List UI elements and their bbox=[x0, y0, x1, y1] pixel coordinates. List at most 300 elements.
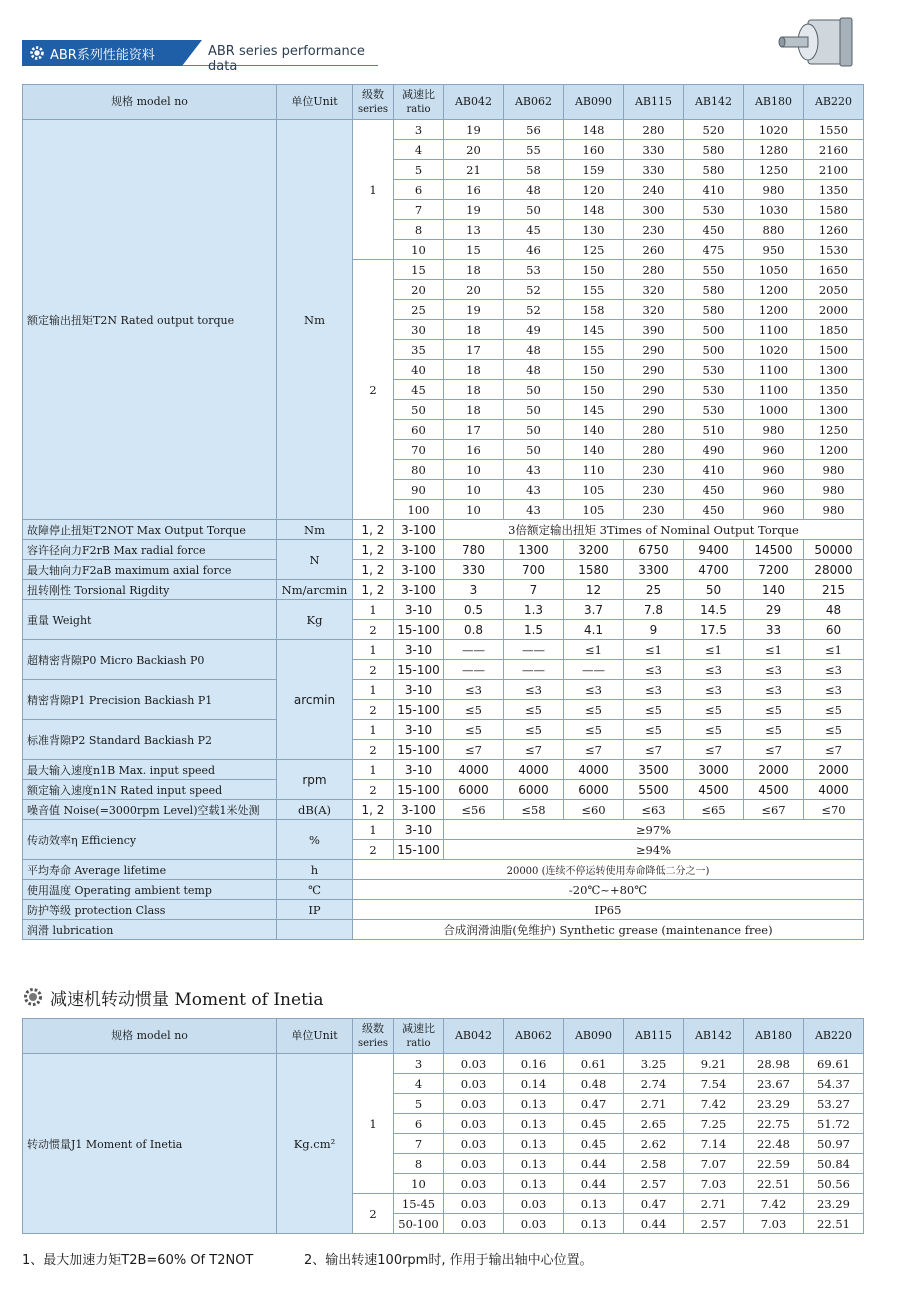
value-cell: 105 bbox=[564, 500, 624, 520]
axial-label: 最大轴向力F2aB maximum axial force bbox=[23, 560, 277, 580]
value-cell: 155 bbox=[564, 340, 624, 360]
value-cell: 4.1 bbox=[564, 620, 624, 640]
value-cell: 1020 bbox=[744, 340, 804, 360]
value-cell: 150 bbox=[564, 360, 624, 380]
value-cell: 14.5 bbox=[684, 600, 744, 620]
value-cell: ≤3 bbox=[684, 660, 744, 680]
header-en-title: ABR series performance data bbox=[208, 44, 365, 74]
value-cell: 18 bbox=[444, 260, 504, 280]
lifetime-value: 20000 (连续不停运转使用寿命降低二分之一) bbox=[353, 860, 864, 880]
value-cell: 145 bbox=[564, 400, 624, 420]
value-cell: 520 bbox=[684, 120, 744, 140]
value-cell: 700 bbox=[504, 560, 564, 580]
ratio-cell: 7 bbox=[394, 1134, 444, 1154]
value-cell: 1350 bbox=[804, 380, 864, 400]
value-cell: ≤5 bbox=[624, 720, 684, 740]
value-cell: 159 bbox=[564, 160, 624, 180]
value-cell: 2.65 bbox=[624, 1114, 684, 1134]
value-cell: 145 bbox=[564, 320, 624, 340]
ratio-cell: 3-100 bbox=[394, 560, 444, 580]
lifetime-label: 平均寿命 Average lifetime bbox=[23, 860, 277, 880]
value-cell: 1050 bbox=[744, 260, 804, 280]
ratio-cell: 6 bbox=[394, 180, 444, 200]
value-cell: 3200 bbox=[564, 540, 624, 560]
value-cell: 3.25 bbox=[624, 1054, 684, 1074]
value-cell: 215 bbox=[804, 580, 864, 600]
series-cell: 2 bbox=[353, 740, 394, 760]
emergency-label: 故障停止扭矩T2NOT Max Output Torque bbox=[23, 520, 277, 540]
ratio-cell: 4 bbox=[394, 1074, 444, 1094]
ratio-cell: 3-10 bbox=[394, 760, 444, 780]
value-cell: 19 bbox=[444, 300, 504, 320]
backlash-label: 超精密背隙P0 Micro Backiash P0 bbox=[23, 640, 277, 680]
torque-label: 额定输出扭矩T2N Rated output torque bbox=[23, 120, 277, 520]
ratio-cell: 15-100 bbox=[394, 740, 444, 760]
value-cell: 43 bbox=[504, 500, 564, 520]
header-unit: 单位Unit bbox=[277, 1019, 353, 1054]
value-cell: 1260 bbox=[804, 220, 864, 240]
ratio-cell: 3-100 bbox=[394, 540, 444, 560]
value-cell: 3300 bbox=[624, 560, 684, 580]
protection-row bbox=[23, 900, 864, 920]
axial-row bbox=[23, 560, 864, 580]
value-cell: ≤5 bbox=[744, 720, 804, 740]
value-cell: 0.14 bbox=[504, 1074, 564, 1094]
weight-label: 重量 Weight bbox=[23, 600, 277, 640]
value-cell: 1500 bbox=[804, 340, 864, 360]
value-cell: 7.03 bbox=[744, 1214, 804, 1234]
ratio-cell: 10 bbox=[394, 240, 444, 260]
ratio-cell: 20 bbox=[394, 280, 444, 300]
inertia-row bbox=[23, 1054, 864, 1074]
value-cell: 7.03 bbox=[684, 1174, 744, 1194]
series-cell: 1 bbox=[353, 640, 394, 660]
ratio-cell: 30 bbox=[394, 320, 444, 340]
inertia-label: 转动惯量J1 Moment of Inetia bbox=[23, 1054, 277, 1234]
value-cell: 0.13 bbox=[504, 1154, 564, 1174]
ratio-cell: 3-10 bbox=[394, 600, 444, 620]
torque-unit: Nm bbox=[277, 120, 353, 520]
value-cell: 50.97 bbox=[804, 1134, 864, 1154]
ratio-cell: 15-100 bbox=[394, 620, 444, 640]
value-cell: 530 bbox=[684, 360, 744, 380]
value-cell: 7.07 bbox=[684, 1154, 744, 1174]
value-cell: 52 bbox=[504, 280, 564, 300]
header-model-ab142: AB142 bbox=[684, 1019, 744, 1054]
value-cell: 0.13 bbox=[504, 1134, 564, 1154]
value-cell: 1300 bbox=[504, 540, 564, 560]
value-cell: 290 bbox=[624, 340, 684, 360]
value-cell: 390 bbox=[624, 320, 684, 340]
ratio-cell: 35 bbox=[394, 340, 444, 360]
speed-label: 额定输入速度n1N Rated input speed bbox=[23, 780, 277, 800]
value-cell: 1.5 bbox=[504, 620, 564, 640]
lubrication-row bbox=[23, 920, 864, 940]
value-cell: 23.67 bbox=[744, 1074, 804, 1094]
value-cell: 7200 bbox=[744, 560, 804, 580]
value-cell: 1200 bbox=[744, 300, 804, 320]
value-cell: 0.47 bbox=[564, 1094, 624, 1114]
value-cell: 1250 bbox=[744, 160, 804, 180]
value-cell: 58 bbox=[504, 160, 564, 180]
temp-label: 使用温度 Operating ambient temp bbox=[23, 880, 277, 900]
value-cell: 4500 bbox=[684, 780, 744, 800]
value-cell: 50000 bbox=[804, 540, 864, 560]
value-cell: 290 bbox=[624, 400, 684, 420]
header-model-ab090: AB090 bbox=[564, 85, 624, 120]
rigidity-label: 扭转刚性 Torsional Rigdity bbox=[23, 580, 277, 600]
value-cell: 10 bbox=[444, 460, 504, 480]
footnotes bbox=[22, 1247, 882, 1271]
ratio-cell: 100 bbox=[394, 500, 444, 520]
value-cell: ≤5 bbox=[564, 720, 624, 740]
footnote-1: 1、最大加速力矩T2B=60% Of T2NOT bbox=[22, 1253, 254, 1268]
lubrication-value: 合成润滑油脂(免维护) Synthetic grease (maintenance free) bbox=[353, 920, 864, 940]
value-cell: ≤3 bbox=[504, 680, 564, 700]
ratio-cell: 15-100 bbox=[394, 840, 444, 860]
header-cn-title: ABR系列性能资料 bbox=[50, 47, 155, 63]
value-cell: 1550 bbox=[804, 120, 864, 140]
value-cell: ≤65 bbox=[684, 800, 744, 820]
inertia-table bbox=[22, 1018, 864, 1234]
value-cell: 14500 bbox=[744, 540, 804, 560]
radial-label: 容许径向力F2rB Max radial force bbox=[23, 540, 277, 560]
value-cell: 0.03 bbox=[444, 1214, 504, 1234]
value-cell: 2.57 bbox=[684, 1214, 744, 1234]
value-cell: 10 bbox=[444, 500, 504, 520]
header-model-ab180: AB180 bbox=[744, 1019, 804, 1054]
value-cell: 980 bbox=[804, 480, 864, 500]
value-cell: 110 bbox=[564, 460, 624, 480]
value-cell: 960 bbox=[744, 440, 804, 460]
value-cell: ≤3 bbox=[624, 680, 684, 700]
value-cell: 960 bbox=[744, 500, 804, 520]
value-cell: 19 bbox=[444, 200, 504, 220]
value-cell: 880 bbox=[744, 220, 804, 240]
value-cell: 550 bbox=[684, 260, 744, 280]
ratio-cell: 3-100 bbox=[394, 800, 444, 820]
value-cell: ≤5 bbox=[564, 700, 624, 720]
value-cell: 780 bbox=[444, 540, 504, 560]
value-cell: 3500 bbox=[624, 760, 684, 780]
value-cell: 9 bbox=[624, 620, 684, 640]
value-cell: ≤3 bbox=[624, 660, 684, 680]
ratio-cell: 10 bbox=[394, 1174, 444, 1194]
value-cell: 0.13 bbox=[564, 1214, 624, 1234]
value-cell: 48 bbox=[504, 180, 564, 200]
value-cell: 0.03 bbox=[504, 1214, 564, 1234]
value-cell: 2100 bbox=[804, 160, 864, 180]
value-cell: 1100 bbox=[744, 360, 804, 380]
noise-label: 噪音值 Noise(=3000rpm Level)空载1米处测 bbox=[23, 800, 277, 820]
value-cell: 69.61 bbox=[804, 1054, 864, 1074]
ratio-cell: 3-10 bbox=[394, 820, 444, 840]
emergency-unit: Nm bbox=[277, 520, 353, 540]
value-cell: ≤1 bbox=[684, 640, 744, 660]
value-cell: 21 bbox=[444, 160, 504, 180]
value-cell: ≤3 bbox=[564, 680, 624, 700]
value-cell: 320 bbox=[624, 280, 684, 300]
value-cell: 50.84 bbox=[804, 1154, 864, 1174]
value-cell: 475 bbox=[684, 240, 744, 260]
value-cell: 9400 bbox=[684, 540, 744, 560]
ratio-cell: 5 bbox=[394, 1094, 444, 1114]
value-cell: 6000 bbox=[444, 780, 504, 800]
value-cell: 10 bbox=[444, 480, 504, 500]
value-cell: 7.25 bbox=[684, 1114, 744, 1134]
value-cell: 50 bbox=[504, 200, 564, 220]
value-cell: 48 bbox=[504, 360, 564, 380]
value-cell: 16 bbox=[444, 180, 504, 200]
value-cell: 18 bbox=[444, 380, 504, 400]
series-cell: 1, 2 bbox=[353, 520, 394, 540]
header-model-ab115: AB115 bbox=[624, 1019, 684, 1054]
value-cell: 0.8 bbox=[444, 620, 504, 640]
value-cell: 150 bbox=[564, 260, 624, 280]
value-cell: 56 bbox=[504, 120, 564, 140]
value-cell: 1200 bbox=[804, 440, 864, 460]
header-series: 级数 series bbox=[353, 1019, 394, 1054]
series-cell: 1, 2 bbox=[353, 540, 394, 560]
value-cell: 2.71 bbox=[684, 1194, 744, 1214]
value-cell: 4700 bbox=[684, 560, 744, 580]
efficiency-value: ≥94% bbox=[444, 840, 864, 860]
value-cell: 0.03 bbox=[444, 1154, 504, 1174]
value-cell: 49 bbox=[504, 320, 564, 340]
value-cell: 530 bbox=[684, 380, 744, 400]
value-cell: ≤5 bbox=[804, 720, 864, 740]
weight-row bbox=[23, 600, 864, 620]
value-cell: 510 bbox=[684, 420, 744, 440]
value-cell: 580 bbox=[684, 280, 744, 300]
value-cell: 0.03 bbox=[444, 1054, 504, 1074]
performance-table bbox=[22, 84, 864, 940]
value-cell: 0.13 bbox=[564, 1194, 624, 1214]
value-cell: 530 bbox=[684, 400, 744, 420]
value-cell: 0.13 bbox=[504, 1094, 564, 1114]
header-model-ab062: AB062 bbox=[504, 1019, 564, 1054]
value-cell: ≤7 bbox=[504, 740, 564, 760]
value-cell: 4000 bbox=[444, 760, 504, 780]
value-cell: ≤7 bbox=[564, 740, 624, 760]
value-cell: ≤70 bbox=[804, 800, 864, 820]
value-cell: —— bbox=[444, 660, 504, 680]
value-cell: 500 bbox=[684, 340, 744, 360]
section2-title-text: 减速机转动惯量 Moment of Inetia bbox=[50, 989, 324, 1010]
value-cell: 18 bbox=[444, 360, 504, 380]
series-cell: 1 bbox=[353, 120, 394, 260]
value-cell: 140 bbox=[564, 420, 624, 440]
value-cell: 48 bbox=[504, 340, 564, 360]
header-model: 规格 model no bbox=[23, 85, 277, 120]
value-cell: ≤1 bbox=[804, 640, 864, 660]
value-cell: ≤5 bbox=[804, 700, 864, 720]
ratio-cell: 50-100 bbox=[394, 1214, 444, 1234]
value-cell: 2050 bbox=[804, 280, 864, 300]
header-model-ab220: AB220 bbox=[804, 1019, 864, 1054]
value-cell: 320 bbox=[624, 300, 684, 320]
value-cell: 22.51 bbox=[744, 1174, 804, 1194]
value-cell: ≤3 bbox=[804, 660, 864, 680]
series-cell: 1, 2 bbox=[353, 580, 394, 600]
value-cell: 148 bbox=[564, 120, 624, 140]
efficiency-unit: % bbox=[277, 820, 353, 860]
ratio-cell: 7 bbox=[394, 200, 444, 220]
value-cell: 1580 bbox=[804, 200, 864, 220]
lifetime-row bbox=[23, 860, 864, 880]
value-cell: 280 bbox=[624, 120, 684, 140]
value-cell: ≤5 bbox=[744, 700, 804, 720]
value-cell: 3000 bbox=[684, 760, 744, 780]
value-cell: 0.13 bbox=[504, 1114, 564, 1134]
noise-unit: dB(A) bbox=[277, 800, 353, 820]
value-cell: 0.03 bbox=[444, 1074, 504, 1094]
header-model-ab062: AB062 bbox=[504, 85, 564, 120]
value-cell: 490 bbox=[684, 440, 744, 460]
value-cell: 53.27 bbox=[804, 1094, 864, 1114]
value-cell: 2.74 bbox=[624, 1074, 684, 1094]
value-cell: 0.45 bbox=[564, 1114, 624, 1134]
value-cell: 0.48 bbox=[564, 1074, 624, 1094]
value-cell: 22.51 bbox=[804, 1214, 864, 1234]
header-ratio: 减速比 ratio bbox=[394, 1019, 444, 1054]
value-cell: 48 bbox=[804, 600, 864, 620]
header-model-ab042: AB042 bbox=[444, 1019, 504, 1054]
value-cell: 290 bbox=[624, 360, 684, 380]
value-cell: 18 bbox=[444, 400, 504, 420]
series-cell: 1 bbox=[353, 820, 394, 840]
header-model-ab090: AB090 bbox=[564, 1019, 624, 1054]
value-cell: ≤60 bbox=[564, 800, 624, 820]
value-cell: 6750 bbox=[624, 540, 684, 560]
value-cell: 0.03 bbox=[444, 1094, 504, 1114]
value-cell: 7.54 bbox=[684, 1074, 744, 1094]
header-row bbox=[23, 1019, 864, 1054]
value-cell: 230 bbox=[624, 500, 684, 520]
value-cell: ≤1 bbox=[624, 640, 684, 660]
backlash-label: 精密背隙P1 Precision Backiash P1 bbox=[23, 680, 277, 720]
ratio-cell: 8 bbox=[394, 1154, 444, 1174]
value-cell: 980 bbox=[744, 420, 804, 440]
value-cell: 300 bbox=[624, 200, 684, 220]
header-model-ab180: AB180 bbox=[744, 85, 804, 120]
value-cell: 980 bbox=[804, 500, 864, 520]
value-cell: 18 bbox=[444, 320, 504, 340]
series-cell: 1, 2 bbox=[353, 800, 394, 820]
backlash-unit: arcmin bbox=[277, 640, 353, 760]
value-cell: 0.5 bbox=[444, 600, 504, 620]
series-cell: 1 bbox=[353, 680, 394, 700]
value-cell: 23.29 bbox=[744, 1094, 804, 1114]
series-cell: 1 bbox=[353, 1054, 394, 1194]
value-cell: 4000 bbox=[504, 760, 564, 780]
ratio-cell: 5 bbox=[394, 160, 444, 180]
value-cell: 28000 bbox=[804, 560, 864, 580]
value-cell: —— bbox=[504, 660, 564, 680]
value-cell: 0.61 bbox=[564, 1054, 624, 1074]
value-cell: ≤7 bbox=[744, 740, 804, 760]
lifetime-unit: h bbox=[277, 860, 353, 880]
value-cell: 3 bbox=[444, 580, 504, 600]
value-cell: 6000 bbox=[504, 780, 564, 800]
value-cell: 3.7 bbox=[564, 600, 624, 620]
value-cell: 158 bbox=[564, 300, 624, 320]
header-model-ab220: AB220 bbox=[804, 85, 864, 120]
ratio-cell: 80 bbox=[394, 460, 444, 480]
value-cell: 1250 bbox=[804, 420, 864, 440]
efficiency-row bbox=[23, 820, 864, 840]
value-cell: 960 bbox=[744, 480, 804, 500]
value-cell: 16 bbox=[444, 440, 504, 460]
value-cell: 125 bbox=[564, 240, 624, 260]
value-cell: 7.8 bbox=[624, 600, 684, 620]
value-cell: 980 bbox=[744, 180, 804, 200]
value-cell: ≤3 bbox=[744, 680, 804, 700]
value-cell: 0.03 bbox=[444, 1134, 504, 1154]
value-cell: 0.44 bbox=[624, 1214, 684, 1234]
value-cell: 280 bbox=[624, 420, 684, 440]
protection-unit: IP bbox=[277, 900, 353, 920]
ratio-cell: 15-100 bbox=[394, 660, 444, 680]
value-cell: 43 bbox=[504, 480, 564, 500]
value-cell: 7.42 bbox=[684, 1094, 744, 1114]
lubrication-unit bbox=[277, 920, 353, 940]
value-cell: 17 bbox=[444, 340, 504, 360]
value-cell: 22.75 bbox=[744, 1114, 804, 1134]
series-cell: 2 bbox=[353, 260, 394, 520]
header-model-ab042: AB042 bbox=[444, 85, 504, 120]
value-cell: 148 bbox=[564, 200, 624, 220]
value-cell: ≤5 bbox=[504, 720, 564, 740]
value-cell: 0.03 bbox=[444, 1194, 504, 1214]
inertia-section-title bbox=[22, 984, 522, 1010]
value-cell: 260 bbox=[624, 240, 684, 260]
ratio-cell: 3-10 bbox=[394, 640, 444, 660]
ratio-cell: 8 bbox=[394, 220, 444, 240]
value-cell: ≤7 bbox=[684, 740, 744, 760]
value-cell: 230 bbox=[624, 460, 684, 480]
value-cell: ≤5 bbox=[684, 720, 744, 740]
ratio-cell: 3-10 bbox=[394, 720, 444, 740]
value-cell: 240 bbox=[624, 180, 684, 200]
value-cell: 7.42 bbox=[744, 1194, 804, 1214]
series-cell: 2 bbox=[353, 1194, 394, 1234]
speed-row bbox=[23, 760, 864, 780]
ratio-cell: 15-100 bbox=[394, 700, 444, 720]
value-cell: 0.16 bbox=[504, 1054, 564, 1074]
value-cell: 6000 bbox=[564, 780, 624, 800]
series-cell: 1 bbox=[353, 760, 394, 780]
value-cell: ≤3 bbox=[744, 660, 804, 680]
value-cell: 450 bbox=[684, 500, 744, 520]
value-cell: 0.03 bbox=[504, 1194, 564, 1214]
header-unit: 单位Unit bbox=[277, 85, 353, 120]
ratio-cell: 45 bbox=[394, 380, 444, 400]
value-cell: 4000 bbox=[804, 780, 864, 800]
value-cell: 155 bbox=[564, 280, 624, 300]
ratio-cell: 3-100 bbox=[394, 520, 444, 540]
series-cell: 2 bbox=[353, 840, 394, 860]
value-cell: 33 bbox=[744, 620, 804, 640]
header-row bbox=[23, 85, 864, 120]
value-cell: 1000 bbox=[744, 400, 804, 420]
speed-row bbox=[23, 780, 864, 800]
value-cell: 450 bbox=[684, 220, 744, 240]
value-cell: 60 bbox=[804, 620, 864, 640]
value-cell: 7 bbox=[504, 580, 564, 600]
gearbox-product-image bbox=[778, 12, 856, 74]
value-cell: 2000 bbox=[804, 760, 864, 780]
